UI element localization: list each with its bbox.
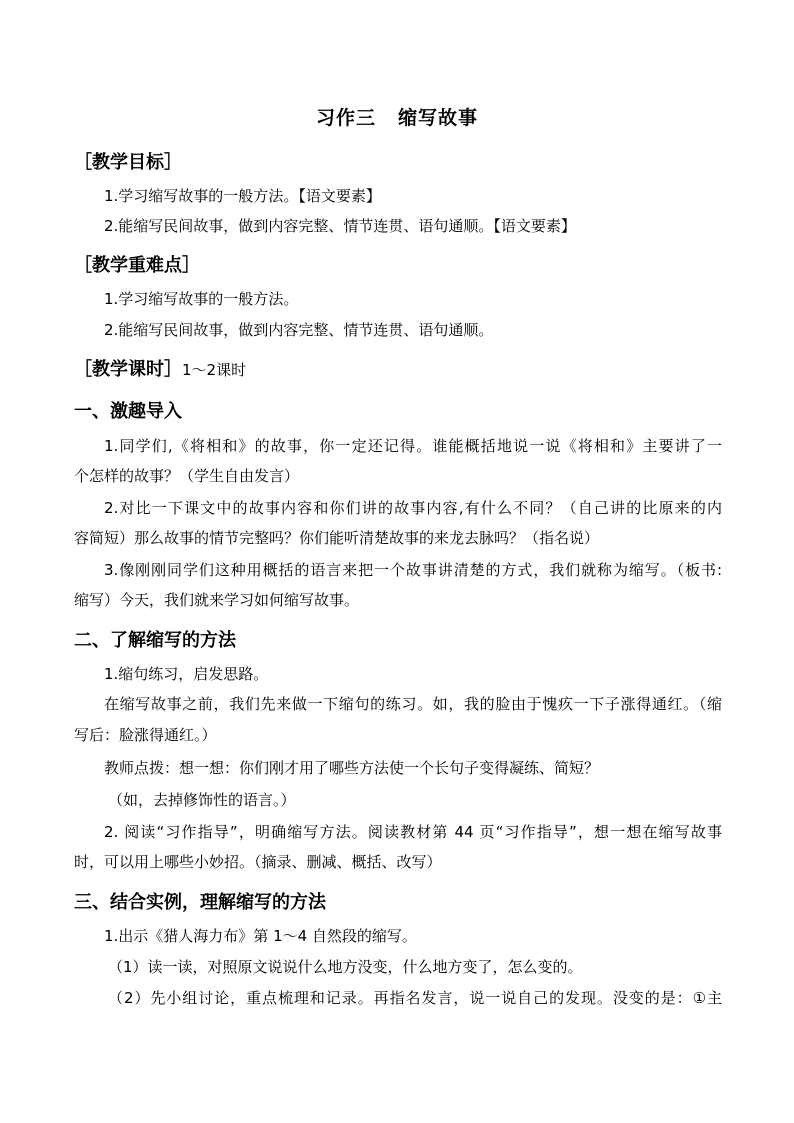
goals-heading: ［教学目标］ bbox=[74, 152, 182, 173]
s1-line-3: 2.对比一下课文中的故事内容和你们讲的故事内容,有什么不同？（自己讲的比原来的内 bbox=[104, 499, 722, 517]
s3-line-2: （1）读一读，对照原文说说什么地方没变，什么地方变了，怎么变的。 bbox=[108, 958, 583, 976]
s1-line-5: 3.像刚刚同学们这种用概括的语言来把一个故事讲清楚的方式，我们就称为缩写。（板书: bbox=[104, 561, 722, 579]
s1-line-6: 缩写）今天，我们就来学习如何缩写故事。 bbox=[74, 591, 360, 609]
hours-heading bbox=[74, 355, 246, 381]
page-title bbox=[0, 103, 794, 130]
s2-line-7: 时，可以用上哪些小妙招。（摘录、删减、概括、改写） bbox=[74, 853, 442, 871]
s1-line-2: 个怎样的故事？（学生自由发言） bbox=[74, 467, 300, 485]
title-part-b: 缩写故事 bbox=[398, 107, 479, 129]
keypoints-item-2: 2.能缩写民间故事，做到内容完整、情节连贯、语句通顺。 bbox=[104, 321, 494, 339]
s2-line-3: 写后：脸涨得通红。） bbox=[74, 726, 217, 744]
hours-value: 1～2课时 bbox=[182, 361, 247, 379]
section-3-heading: 三、结合实例，理解缩写的方法 bbox=[74, 892, 326, 913]
s2-line-6: 2. 阅读“习作指导”，明确缩写方法。阅读教材第 44 页“习作指导”，想一想在缩写故事 bbox=[104, 823, 722, 841]
section-1-heading: 一、激趣导入 bbox=[74, 401, 182, 422]
s3-line-3: （2）先小组讨论，重点梳理和记录。再指名发言，说一说自己的发现。没变的是：①主 bbox=[108, 989, 722, 1007]
s2-line-5: （如，去掉修饰性的语言。） bbox=[108, 791, 296, 809]
s2-line-2: 在缩写故事之前，我们先来做一下缩句的练习。如，我的脸由于愧疚一下子涨得通红。（缩 bbox=[104, 695, 722, 713]
goals-item-2: 2.能缩写民间故事，做到内容完整、情节连贯、语句通顺。【语文要素】 bbox=[104, 217, 576, 235]
title-part-a: 习作三 bbox=[315, 107, 376, 129]
keypoints-item-1: 1.学习缩写故事的一般方法。 bbox=[104, 290, 299, 308]
s2-line-4: 教师点拨：想一想：你们刚才用了哪些方法使一个长句子变得凝练、简短？ bbox=[104, 759, 600, 777]
keypoints-heading: ［教学重难点］ bbox=[74, 255, 200, 276]
s3-line-1: 1.出示《猎人海力布》第 1～4 自然段的缩写。 bbox=[104, 927, 417, 945]
s1-line-1: 1.同学们,《将相和》的故事，你一定还记得。谁能概括地说一说《将相和》主要讲了一 bbox=[104, 437, 722, 455]
s2-line-1: 1.缩句练习，启发思路。 bbox=[104, 665, 269, 683]
s1-line-4: 容简短）那么故事的情节完整吗？你们能听清楚故事的来龙去脉吗？（指名说） bbox=[74, 529, 600, 547]
goals-item-1: 1.学习缩写故事的一般方法。【语文要素】 bbox=[104, 187, 381, 205]
section-2-heading: 二、了解缩写的方法 bbox=[74, 630, 236, 651]
hours-label: ［教学课时］ bbox=[74, 359, 182, 380]
